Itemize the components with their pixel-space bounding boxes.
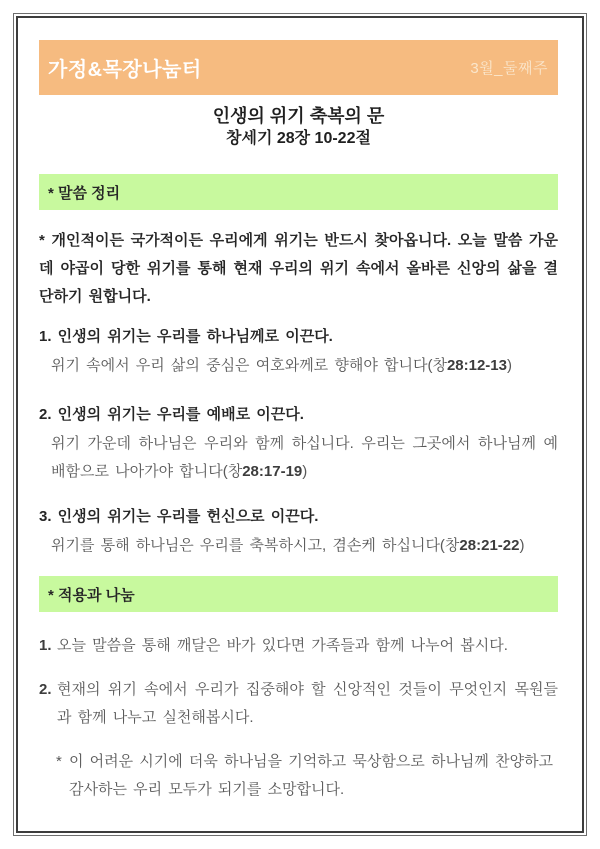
word-point-2-text: 위기 가운데 하나님은 우리와 함께 하십니다. 우리는 그곳에서 하나님께 예배함으로 나아가야 합니다(창 — [51, 435, 558, 480]
section-heading-word — [39, 174, 558, 210]
section-heading-apply — [39, 576, 558, 612]
apply-item-2-number: 2. — [39, 681, 52, 698]
section-heading-word-label: * 말씀 정리 — [48, 184, 121, 202]
word-point-2-body — [39, 430, 558, 486]
closing-note-text: 이 어려운 시기에 더욱 하나님을 기억하고 묵상함으로 하나님께 찬양하고 감사하는 우리 모두가 되기를 소망합니다. — [69, 753, 554, 798]
word-point-1-text: 위기 속에서 우리 삶의 중심은 여호와께로 향해야 합니다(창 — [51, 357, 447, 374]
apply-item-1 — [39, 632, 558, 660]
apply-item-1-text: 오늘 말씀을 통해 깨달은 바가 있다면 가족들과 함께 나누어 봅시다. — [57, 637, 508, 654]
word-point-2-title: 2. 인생의 위기는 우리를 예배로 이끈다. — [39, 406, 304, 423]
week-label: 3월_둘째주 — [470, 60, 548, 77]
apply-item-2-text: 현재의 위기 속에서 우리가 집중해야 할 신앙적인 것들이 무엇인지 목원들과 함께 나누고 실천해봅시다. — [57, 681, 558, 726]
header-bar — [39, 40, 558, 95]
word-point-3-ref: 28:21-22 — [459, 537, 520, 554]
apply-item-1-number: 1. — [39, 637, 52, 654]
word-point-3 — [39, 506, 558, 560]
word-point-3-text: 위기를 통해 하나님은 우리를 축복하시고, 겸손케 하십니다(창 — [51, 537, 460, 554]
scripture-reference-title: 창세기 28장 10-22절 — [226, 130, 371, 147]
word-point-1-close: ) — [506, 357, 512, 374]
word-point-2-ref: 28:17-19 — [242, 463, 303, 480]
word-point-2 — [39, 404, 558, 486]
word-point-1-ref: 28:12-13 — [446, 357, 507, 374]
word-point-3-close: ) — [519, 537, 525, 554]
document-title: 인생의 위기 축복의 문 — [212, 106, 385, 126]
document-title-block — [39, 104, 558, 150]
header-title: 가정&목장나눔터 — [48, 59, 202, 81]
word-point-1 — [39, 326, 558, 380]
word-point-3-body — [39, 532, 558, 560]
word-point-1-body — [39, 352, 558, 380]
apply-item-2 — [39, 676, 558, 732]
page-border-outer — [13, 13, 587, 836]
page-content — [18, 18, 582, 831]
word-point-3-title: 3. 인생의 위기는 우리를 헌신으로 이끈다. — [39, 508, 319, 525]
closing-note — [39, 748, 558, 804]
word-intro-paragraph: * 개인적이든 국가적이든 우리에게 위기는 반드시 찾아옵니다. 오늘 말씀 가운데 야곱이 당한 위기를 통해 현재 우리의 위기 속에서 올바른 신앙의 삶을 결단하기 원합니다. — [39, 232, 558, 305]
page-border-inner — [16, 16, 584, 833]
word-point-1-title: 1. 인생의 위기는 우리를 하나님께로 이끈다. — [39, 328, 333, 345]
section-heading-apply-label: * 적용과 나눔 — [48, 586, 135, 604]
word-point-2-close: ) — [302, 463, 308, 480]
closing-note-marker: * — [56, 753, 62, 770]
